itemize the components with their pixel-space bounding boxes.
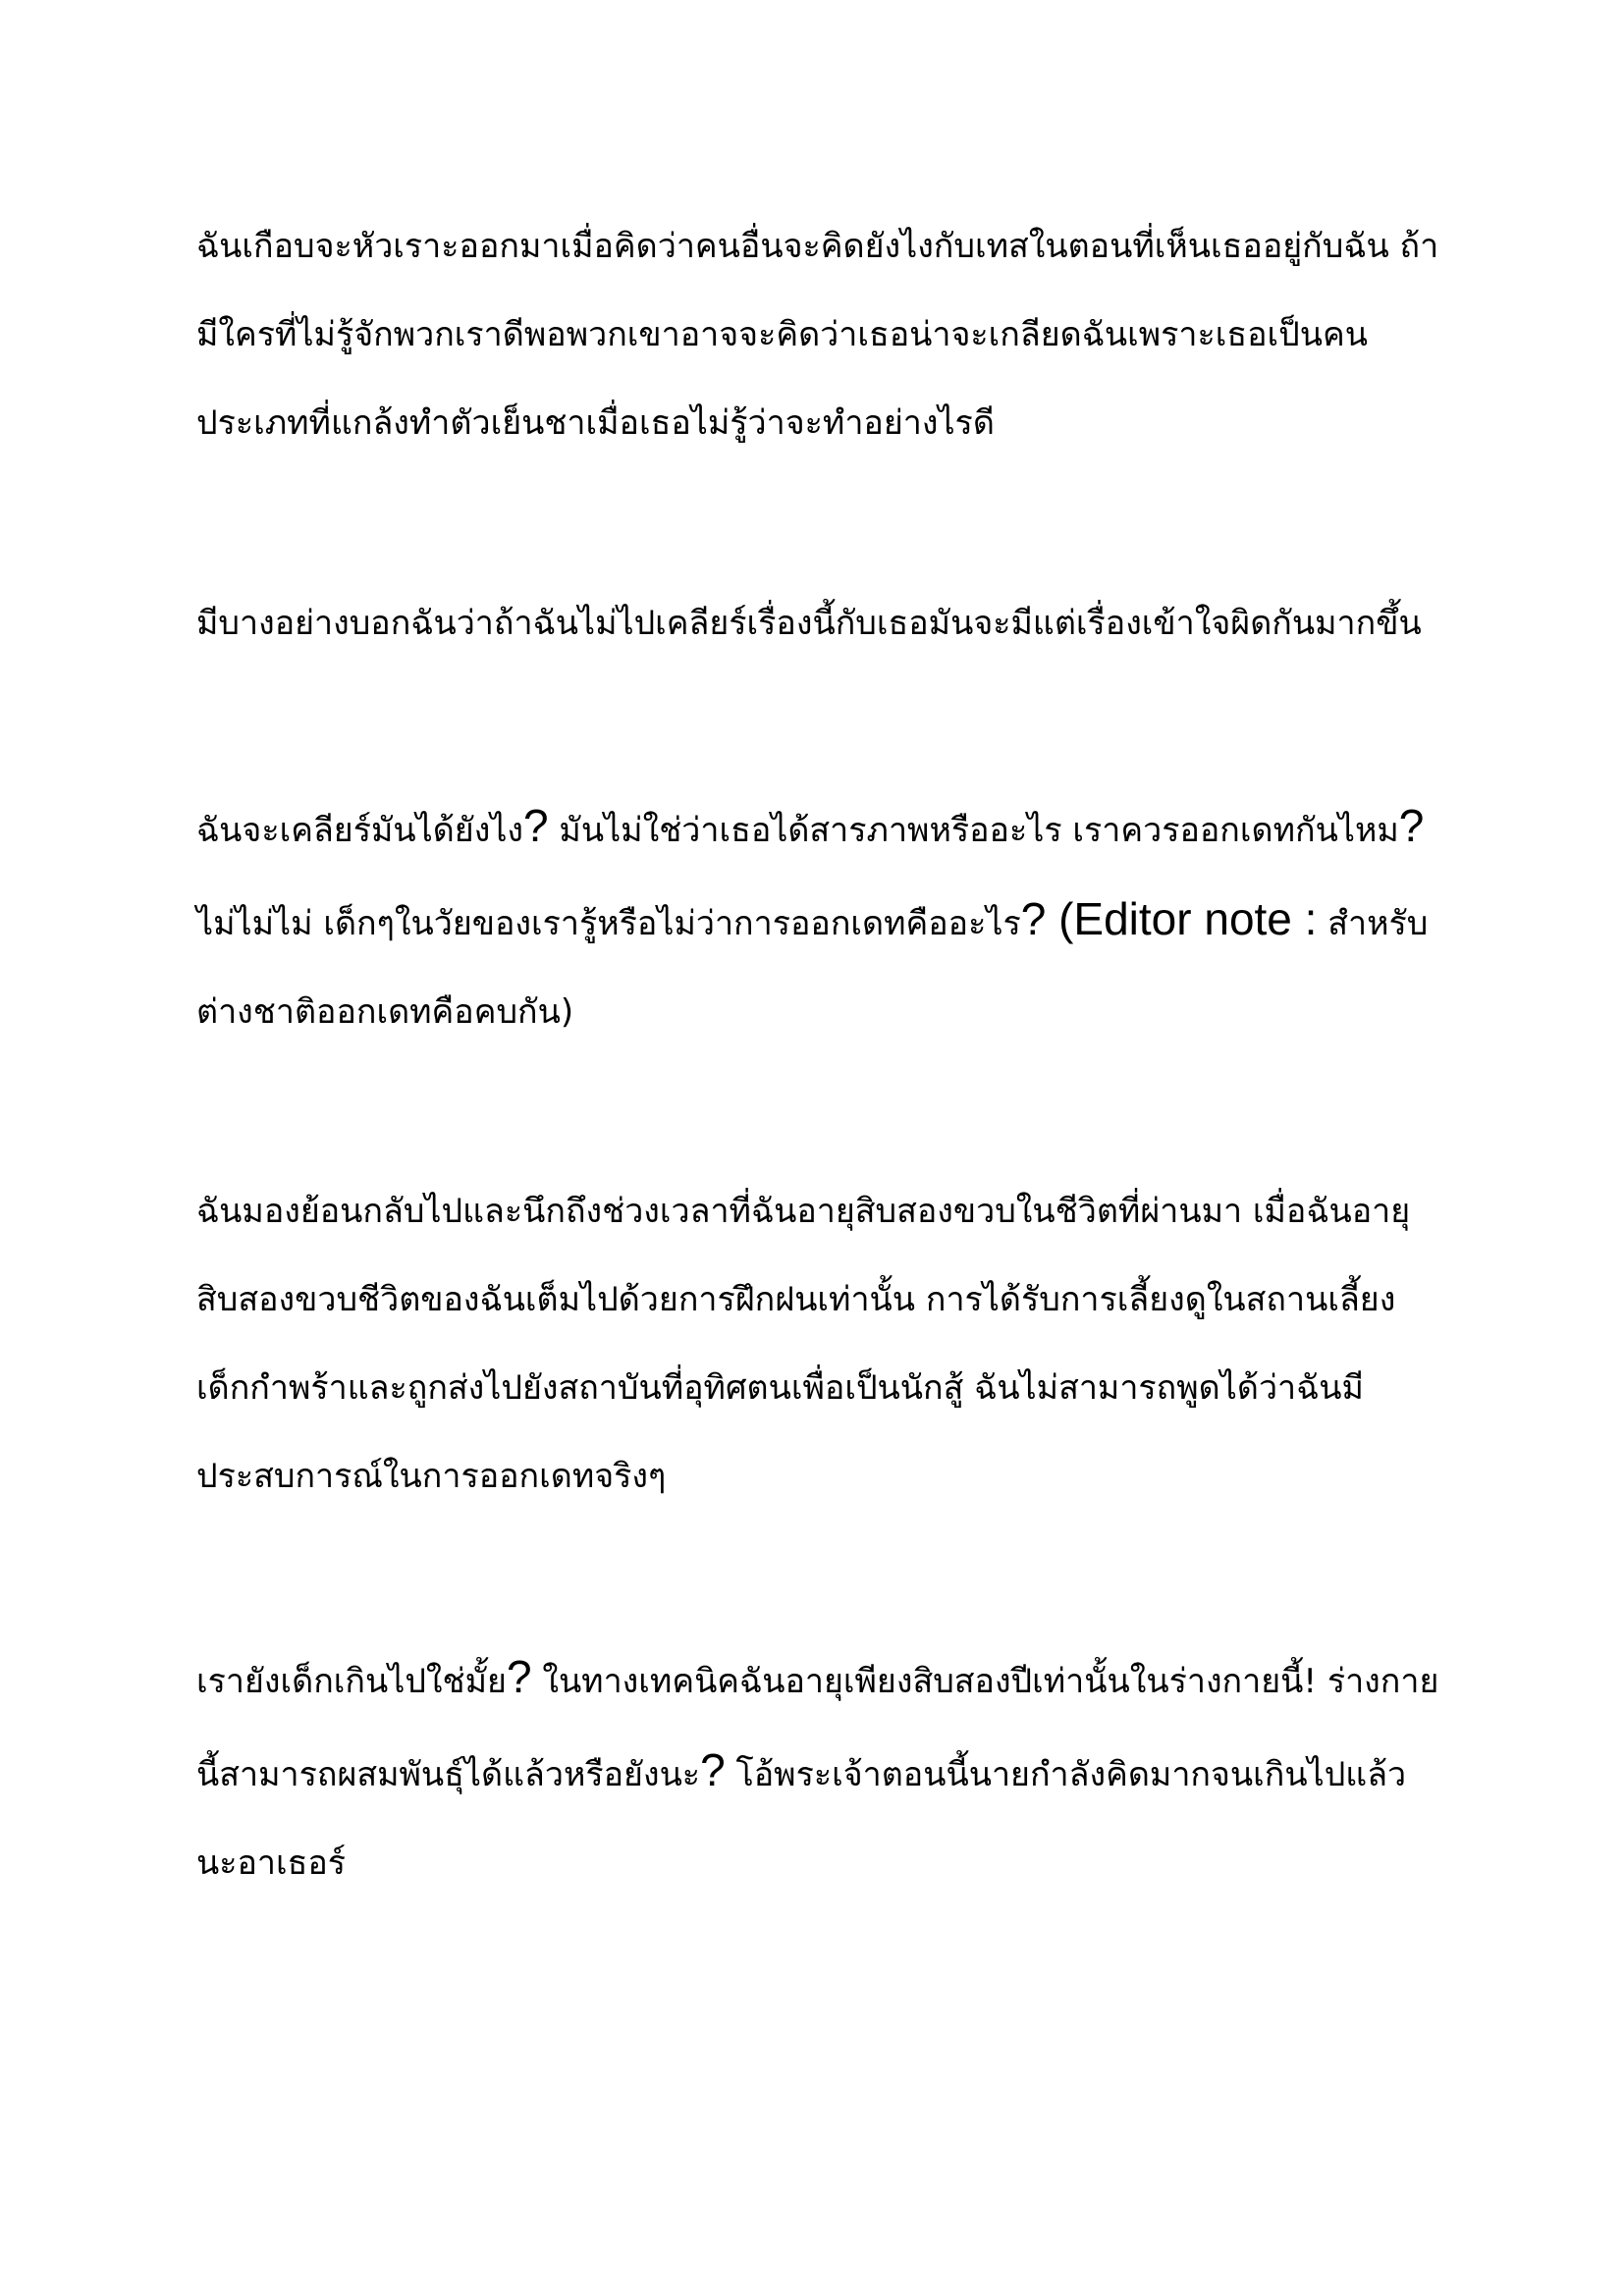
paragraph-spacer bbox=[196, 467, 1443, 579]
paragraph-1: ฉันเกือบจะหัวเราะออกมาเมื่อคิดว่าคนอื่นจะคิดยังไงกับเทสในตอนที่เห็นเธออยู่กับฉัน ถ้ามีใครที่ไม่รู้จักพวกเราดีพอพวกเขาอาจจะคิดว่าเธอน่าจะเกลียดฉันเพราะเธอเป็นคนประเภทที่แกล้งทำตัวเย็นชาเมื่อเธอไม่รู้ว่าจะทำอย่างไรดี bbox=[196, 227, 1439, 443]
question-mark: ? bbox=[1398, 800, 1425, 851]
paragraph-5-segment: เรายังเด็กเกินไปใช่มั้ย bbox=[196, 1662, 507, 1701]
question-mark: ? bbox=[700, 1744, 726, 1795]
editor-note-text: สำหรับต่างชาติออกเดทคือคบกัน) bbox=[196, 904, 1429, 1032]
paragraph-3-segment: ไม่ไม่ไม่ เด็กๆในวัยของเรารู้หรือไม่ว่าการออกเดทคืออะไร bbox=[196, 904, 1021, 943]
question-mark: ? bbox=[523, 800, 549, 851]
paragraph-3 bbox=[196, 781, 1443, 1056]
paragraph-5 bbox=[196, 1632, 1443, 1907]
paragraph-spacer bbox=[196, 1056, 1443, 1167]
paragraph-spacer bbox=[196, 1521, 1443, 1632]
paragraph-3-segment: ฉันจะเคลียร์มันได้ยังไง bbox=[196, 811, 524, 850]
paragraph-spacer bbox=[196, 667, 1443, 781]
question-mark: ? bbox=[506, 1651, 532, 1702]
paragraph-2: มีบางอย่างบอกฉันว่าถ้าฉันไม่ไปเคลียร์เรื่องนี้กับเธอมันจะมีแต่เรื่องเข้าใจผิดกันมากขึ้น bbox=[196, 604, 1422, 643]
document-body bbox=[196, 202, 1443, 1907]
paragraph-3-segment: มันไม่ใช่ว่าเธอได้สารภาพหรืออะไร เราควรออกเดทกันไหม bbox=[548, 811, 1399, 850]
paragraph-5-segment: ในทางเทคนิคฉันอายุเพียงสิบสองปีเท่านั้นในร่างกายนี้! ร่างกายนี้สามารถผสมพันธุ์ได้แล้วหรือยังนะ bbox=[196, 1662, 1439, 1794]
editor-note-label: ? (Editor note : bbox=[1020, 893, 1318, 944]
paragraph-5-segment: โอ้พระเจ้าตอนนี้นายกำลังคิดมากจนเกินไปแล้วนะอาเธอร์ bbox=[196, 1755, 1407, 1883]
paragraph-4: ฉันมองย้อนกลับไปและนึกถึงช่วงเวลาที่ฉันอายุสิบสองขวบในชีวิตที่ผ่านมา เมื่อฉันอายุสิบสองขวบชีวิตของฉันเต็มไปด้วยการฝึกฝนเท่านั้น การได้รับการเลี้ยงดูในสถานเลี้ยงเด็กกำพร้าและถูกส่งไปยังสถาบันที่อุทิศตนเพื่อเป็นนักสู้ ฉันไม่สามารถพูดได้ว่าฉันมีประสบการณ์ในการออกเดทจริงๆ bbox=[196, 1192, 1411, 1496]
